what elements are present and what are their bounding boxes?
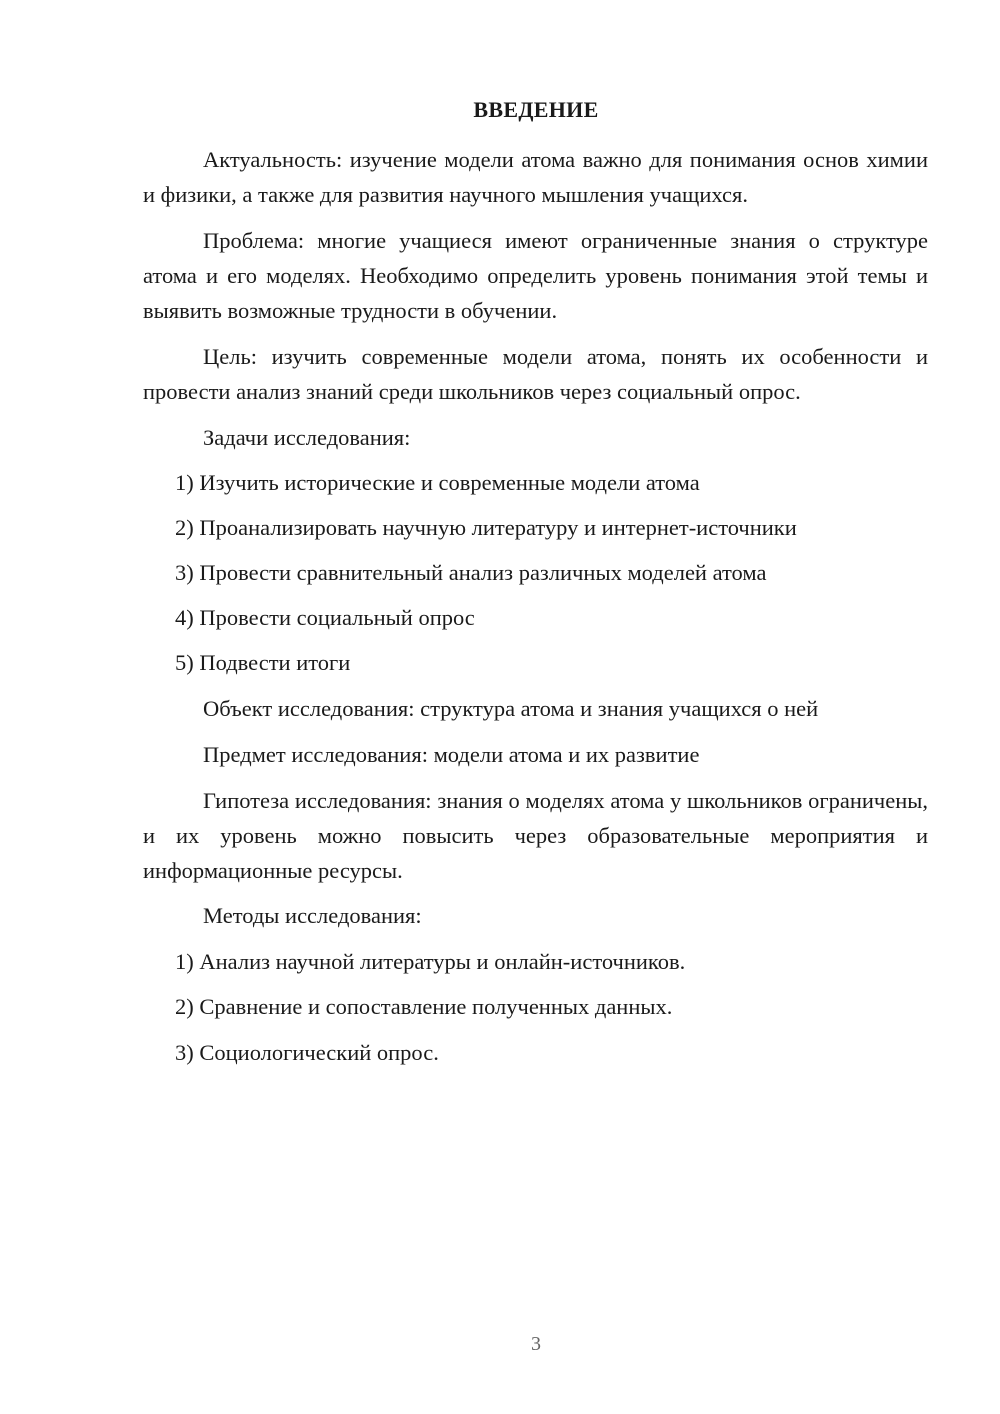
task-item-5: 5) Подвести итоги bbox=[175, 650, 351, 675]
method-item-2: 2) Сравнение и сопоставление полученных данных. bbox=[175, 994, 673, 1019]
method-item-1: 1) Анализ научной литературы и онлайн-источников. bbox=[175, 949, 686, 974]
paragraph-goal: Цель: изучить современные модели атома, понять их особенности и провести анализ знаний среди школьников через социальный опрос. bbox=[143, 344, 928, 404]
page-number: 3 bbox=[531, 1333, 541, 1355]
page-title: ВВЕДЕНИЕ bbox=[473, 97, 599, 122]
task-item-2: 2) Проанализировать научную литературу и интернет-источники bbox=[175, 515, 797, 540]
paragraph-relevance: Актуальность: изучение модели атома важно для понимания основ химии и физики, а также для развития научного мышления учащихся. bbox=[143, 147, 928, 207]
task-item-1: 1) Изучить исторические и современные модели атома bbox=[175, 470, 700, 495]
task-item-3: 3) Провести сравнительный анализ различных моделей атома bbox=[175, 560, 767, 585]
method-item-3: 3) Социологический опрос. bbox=[175, 1040, 439, 1065]
paragraph-problem: Проблема: многие учащиеся имеют ограниченные знания о структуре атома и его моделях. Необходимо определить уровень понимания этой темы и выявить возможные трудности в обучении. bbox=[143, 228, 928, 323]
tasks-heading: Задачи исследования: bbox=[203, 425, 411, 450]
paragraph-hypothesis: Гипотеза исследования: знания о моделях атома у школьников ограничены, и их уровень можно повысить через образовательные мероприятия и информационные ресурсы. bbox=[143, 788, 928, 883]
task-item-4: 4) Провести социальный опрос bbox=[175, 605, 475, 630]
paragraph-subject: Предмет исследования: модели атома и их развитие bbox=[203, 742, 700, 767]
paragraph-object: Объект исследования: структура атома и знания учащихся о ней bbox=[203, 696, 819, 721]
methods-heading: Методы исследования: bbox=[203, 903, 422, 928]
